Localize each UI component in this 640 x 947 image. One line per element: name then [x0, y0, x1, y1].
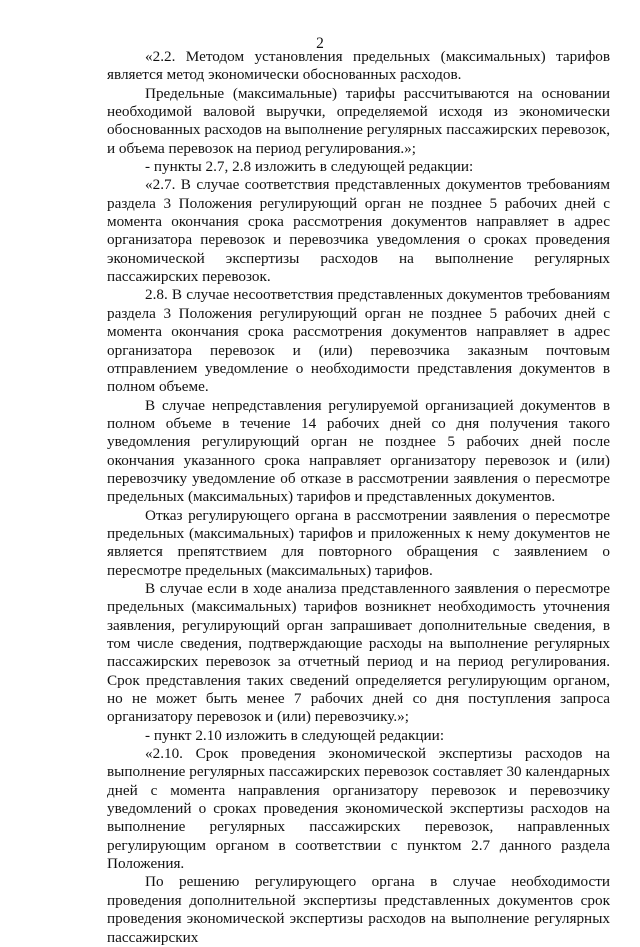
paragraph-amend-2-10: - пункт 2.10 изложить в следующей редакции: — [145, 726, 445, 744]
paragraph-amend-2-7-2-8: - пункты 2.7, 2.8 изложить в следующей редакции: — [145, 158, 474, 176]
paragraph-2-2: «2.2. Методом установления предельных (максимальных) тарифов является метод экономически обоснованных расходов. — [107, 48, 610, 84]
page-number: 2 — [316, 35, 324, 52]
paragraph-additional-expertise: По решению регулирующего органа в случае необходимости проведения дополнительной экспертизы представленных документов срок проведения экономической экспертизы расходов на выполнение регулярных пассажирских — [107, 873, 610, 946]
paragraph-2-10: «2.10. Срок проведения экономической экспертизы расходов на выполнение регулярных пассажирских перевозок составляет 30 календарных дней с момента направления организатору перевозок и перевозчику уведомлений о сроках проведения экономической экспертизы расходов на выполнение регулярных пассажирских перевозок, направленных регулирующим органом в соответствии с пунктом 2.7 данного раздела Положения. — [107, 745, 610, 873]
paragraph-2-7: «2.7. В случае соответствия представленных документов требованиям раздела 3 Положения регулирующий орган не позднее 5 рабочих дней с момента окончания срока рассмотрения документов направляет в адрес организатора перевозок и перевозчика уведомления о сроках проведения экономической экспертизы расходов на выполнение регулярных пассажирских перевозок. — [107, 176, 610, 286]
paragraph-tariff-calculation: Предельные (максимальные) тарифы рассчитываются на основании необходимой валовой выручки, определяемой исходя из экономически обоснованных расходов на выполнение регулярных пассажирских перевозок, и объема перевозок на период регулирования.»; — [107, 84, 610, 157]
paragraph-clarification: В случае если в ходе анализа представленного заявления о пересмотре предельных (максимальных) тарифов возникнет необходимость уточнения заявления, регулирующий орган запрашивает дополнительные сведения, в том числе сведения, подтверждающие расходы на выполнение регулярных пассажирских перевозок за отчетный период и на период регулирования. Срок представления таких сведений определяется регулирующим органом, но не может быть менее 7 рабочих дней со дня поступления запроса организатору перевозок и (или) перевозчику.»; — [107, 579, 610, 726]
paragraph-2-8: 2.8. В случае несоответствия представленных документов требованиям раздела 3 Положения регулирующий орган не позднее 5 рабочих дней с момента окончания срока рассмотрения документов направляет в адрес организатора перевозок и (или) перевозчика заказным почтовым отправлением уведомление о необходимости представления документов в полном объеме. — [107, 286, 610, 396]
document-body — [107, 48, 610, 947]
paragraph-non-submission: В случае непредставления регулируемой организацией документов в полном объеме в течение 14 рабочих дней со дня получения такого уведомления регулирующий орган не позднее 5 рабочих дней после окончания указанного срока направляет организатору перевозок и (или) перевозчику уведомление об отказе в рассмотрении заявления о пересмотре предельных (максимальных) тарифов и представленных документов. — [107, 396, 610, 506]
paragraph-refusal: Отказ регулирующего органа в рассмотрении заявления о пересмотре предельных (максимальных) тарифов и приложенных к нему документов не является препятствием для повторного обращения с заявлением о пересмотре предельных (максимальных) тарифов. — [107, 506, 610, 579]
